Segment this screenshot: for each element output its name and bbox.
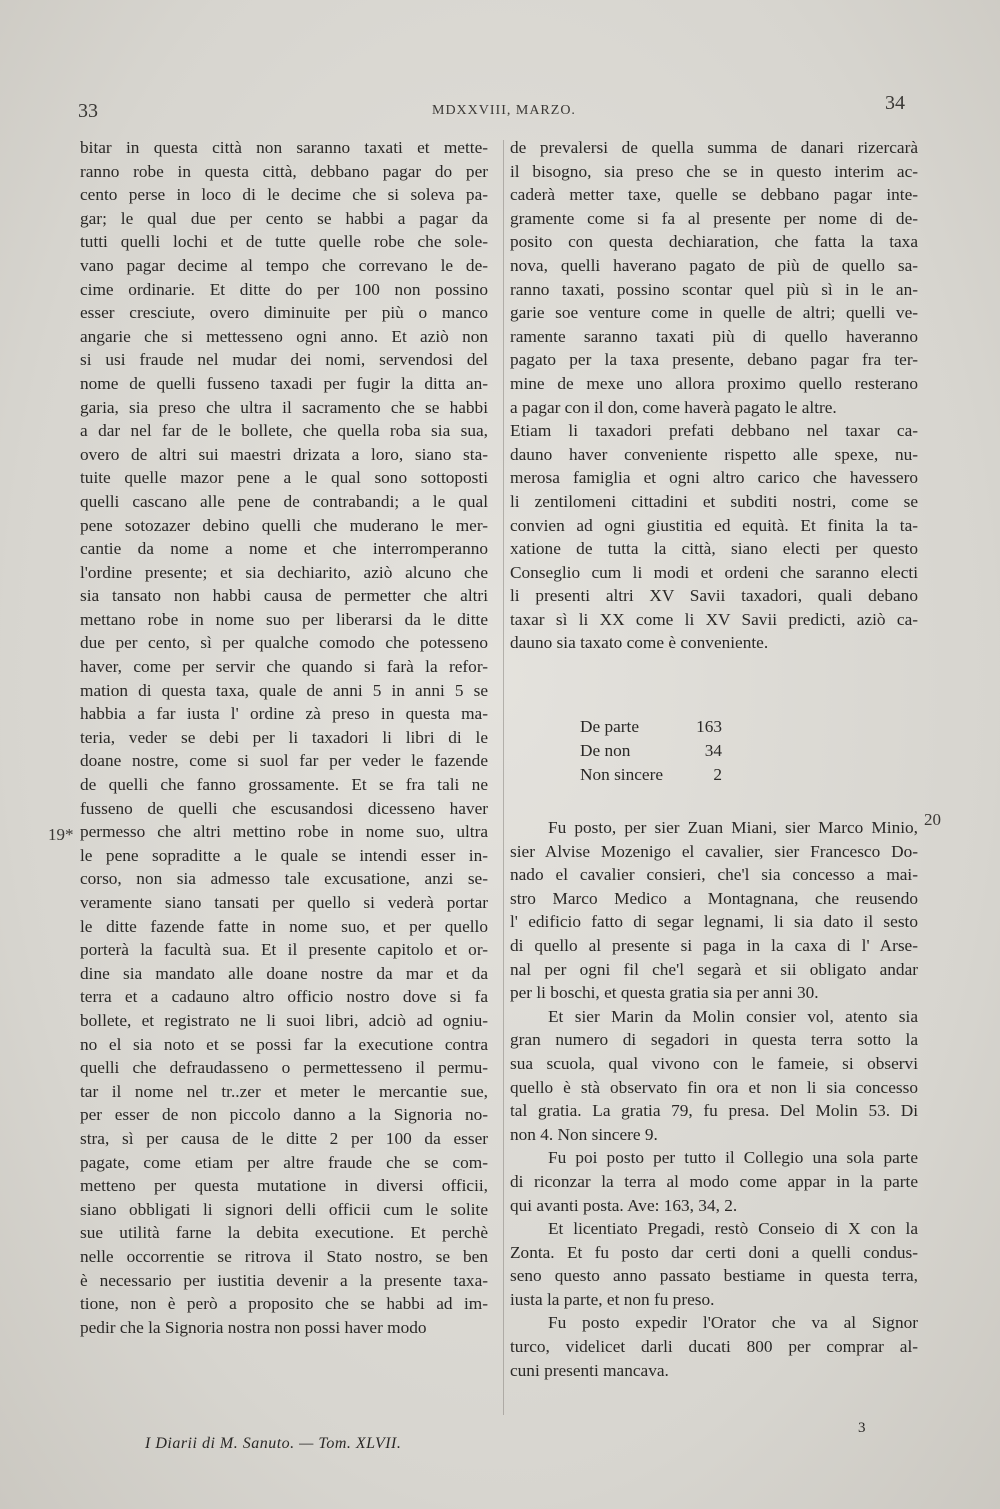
vote-row-non	[580, 739, 722, 763]
text-line: l'ordine presente; et sia dechiarito, aziò alcuno che	[80, 562, 488, 582]
text-line: sia tansato non habbi causa de permetter che altri	[80, 586, 488, 606]
text-line: quelli che defraudasseno o permettesseno il permu-	[80, 1058, 488, 1078]
text-line: pagato per la taxa presente, debano pagar fra ter-	[510, 350, 918, 370]
margin-note-left: 19*	[48, 825, 74, 844]
text-line: li zentilomeni cittadini et subditi nostri, come se	[510, 491, 918, 511]
text-line: il bisogno, sia preso che se in questo interim ac-	[510, 161, 918, 181]
text-line: tione, non è però a proposito che se habbi ad im-	[80, 1294, 488, 1314]
text-line: terra et a cadauno altro officio nostro dove si fa	[80, 987, 488, 1007]
text-line: seno questo anno passato bestiame in questa terra,	[510, 1266, 918, 1286]
text-line: fusseno de quelli che escusandosi dicesseno haver	[80, 798, 488, 818]
text-line: Etiam li taxadori prefati debbano nel taxar ca-	[510, 421, 918, 441]
text-line: cantie da nome a nome et che interromperanno	[80, 539, 488, 559]
vote-label: Non sincere	[580, 765, 664, 784]
vote-row-non-sincere	[580, 763, 722, 787]
text-line: Conseglio cum li modi et ordeni che saranno electi	[510, 562, 918, 582]
text-line: iusta la parte, et non fu preso.	[510, 1289, 715, 1309]
text-line: xatione de tutta la città, siano electi per questo	[510, 539, 918, 559]
text-line: tal gratia. La gratia 79, fu presa. Del Molin 53. Di	[510, 1101, 918, 1121]
vote-value: 2	[713, 765, 722, 784]
text-line: de quelli che fanno grossamente. Et se fra tali ne	[80, 775, 488, 795]
text-line: no el sia noto et se possi far la executione contra	[80, 1034, 488, 1054]
vote-tally	[580, 715, 722, 787]
text-line: haver, come per servir che quando si farà la refor-	[80, 657, 488, 677]
text-line: tar il nome nel tr..zer et meter le mercantie sue,	[80, 1081, 488, 1101]
text-line: cime ordinarie. Et ditte do per 100 non possino	[80, 279, 488, 299]
left-text-column	[80, 136, 488, 1339]
text-line: turco, videlicet darli ducati 800 per comprar al-	[510, 1337, 918, 1357]
text-line: stra, sì per causa de le ditte 2 per 100 da esser	[80, 1128, 488, 1148]
text-line: Et sier Marin da Molin consier vol, atento sia	[548, 1006, 918, 1026]
text-line: de prevalersi de quella summa de danari rizercarà	[510, 138, 918, 157]
text-line: Fu poi posto per tutto il Collegio una sola parte	[548, 1148, 918, 1168]
text-line: convien ad ogni giustitia ed equità. Et finita la ta-	[510, 515, 918, 535]
vote-row-parte	[580, 715, 722, 739]
text-line: overo de altri sui maestri drizata a loro, siano sta-	[80, 444, 488, 464]
right-text-column-top	[510, 136, 918, 655]
text-line: gramente come si fa al presente per nome di de-	[510, 208, 918, 228]
vote-label: De parte	[580, 717, 640, 736]
text-line: nome de quelli fusseno taxadi per fugir la ditta an-	[80, 373, 488, 393]
vote-value: 163	[696, 717, 722, 736]
page-number-left: 33	[78, 100, 98, 122]
text-line: ranno taxati, possino scontar quel più sì in le an-	[510, 279, 918, 299]
text-line: pagate, come etiam per altre fraude che se com-	[80, 1152, 488, 1172]
text-line: due per cento, sì per qualche comodo che potesseno	[80, 633, 488, 653]
text-line: habbia a far iusta l' ordine zà preso in questa ma-	[80, 704, 488, 724]
text-line: cuni presenti mancava.	[510, 1360, 669, 1380]
text-line: gar; le qual due per cento se habbi a pagar da	[80, 208, 488, 228]
right-text-column-bottom	[510, 816, 918, 1382]
text-line: angarie che si mettesseno ogni anno. Et aziò non	[80, 326, 488, 346]
text-line: pene sotozazer debino quelli che muderano le mer-	[80, 515, 488, 535]
text-line: le ditte fazende fatte in nome suo, et per quello	[80, 916, 488, 936]
text-line: ramente saranno taxati più di quello haveranno	[510, 326, 918, 346]
text-line: garia, sia preso che ultra il sacramento che se habbi	[80, 397, 488, 417]
vote-value: 34	[704, 741, 722, 760]
text-line: gran numero di segadori in questa terra sotto la	[510, 1030, 918, 1050]
text-line: li presenti altri XV Savii taxadori, quali debano	[510, 586, 918, 606]
text-line: Fu posto, per sier Zuan Miani, sier Marco Minio,	[548, 818, 918, 837]
text-line: metteno per questa mutatione in diversi officii,	[80, 1176, 488, 1196]
text-line: dauno haver conveniente rispetto alle spexe, nu-	[510, 444, 918, 464]
text-line: nelle occorrentie se ritrova il Stato nostro, se ben	[80, 1246, 488, 1266]
text-line: Fu posto expedir l'Orator che va al Signor	[548, 1313, 918, 1333]
text-line: permesso che altri mettino robe in nome suo, ultra	[80, 822, 488, 842]
text-line: vano pagar decime al tempo che correvano le de-	[80, 255, 488, 275]
text-line: mettano robe in nome suo per liberarsi da le ditte	[80, 609, 488, 629]
text-line: quelli cascano alle pene de contrabandi; a le qual	[80, 491, 488, 511]
text-line: si usi fraude nel mudar dei nomi, servendosi del	[80, 350, 488, 370]
footer-imprint: I Diarii di M. Sanuto. — Tom. XLVII.	[145, 1435, 402, 1452]
text-line: garie soe venture come in quelle de altri; quelli ve-	[510, 303, 918, 323]
text-line: posito con questa dechiaration, che fatta la taxa	[510, 232, 918, 252]
text-line: taxar sì li XX come li XV Savii predicti, aziò ca-	[510, 609, 918, 629]
text-line: nado el cavalier consieri, che'l sia concesso a mai-	[510, 865, 918, 885]
text-line: l' edificio fatto di segar legnami, li sia dato il sesto	[510, 912, 918, 932]
text-line: dauno sia taxato come è conveniente.	[510, 633, 769, 653]
vote-label: De non	[580, 741, 631, 760]
text-line: porterà la facultà sua. Et il presente capitolo et or-	[80, 940, 488, 960]
text-line: nova, quelli haverano pagato de più de quello sa-	[510, 255, 918, 275]
text-line: Zonta. Et fu posto dar certi doni a quelli condus-	[510, 1242, 918, 1262]
text-line: caderà metter taxe, quelle se debbano pagar inte-	[510, 185, 918, 205]
text-line: le pene sopraditte a le quale se intendi esser in-	[80, 845, 488, 865]
text-line: bollete, et registrato ne li suoi libri, adciò ad ogniu-	[80, 1010, 488, 1030]
text-line: tuite quelle mazor pene a le qual sono sottoposti	[80, 468, 488, 488]
text-line: sier Alvise Mozenigo el cavalier, sier Francesco Do-	[510, 841, 918, 861]
text-line: doane nostre, come si suol far per veder le fazende	[80, 751, 488, 771]
text-line: bitar in questa città non saranno taxati et mette-	[80, 138, 488, 157]
text-line: ranno robe in questa città, debbano pagar do per	[80, 161, 488, 181]
text-line: tutti quelli lochi et de tutte quelle robe che sole-	[80, 232, 488, 252]
text-line: non 4. Non sincere 9.	[510, 1124, 658, 1144]
text-line: quello è stà observato fin ora et non li sia concesso	[510, 1077, 918, 1097]
text-line: per li boschi, et questa gratia sia per anni 30.	[510, 983, 819, 1003]
text-line: sue utilità farne la debita executione. Et perchè	[80, 1223, 488, 1243]
text-line: è necessario per iustitia devenir a la presente taxa-	[80, 1270, 488, 1290]
text-line: dine sia mandato alle doane nostre da mar et da	[80, 963, 488, 983]
running-head: MDXXVIII, MARZO.	[432, 103, 576, 118]
margin-note-right: 20	[924, 810, 941, 829]
text-line: di quello al presente si paga in la caxa di l' Arse-	[510, 935, 918, 955]
signature-mark: 3	[858, 1420, 866, 1436]
text-line: di riconzar la terra al modo come appar in la parte	[510, 1171, 918, 1191]
text-line: a pagar con il don, come haverà pagato le altre.	[510, 397, 837, 417]
text-line: per esser de non piccolo danno a la Signoria no-	[80, 1105, 488, 1125]
text-line: mation di questa taxa, quale de anni 5 in anni 5 se	[80, 680, 488, 700]
text-line: veramente siano tansati per quello si vederà portar	[80, 893, 488, 912]
text-line: sua scuola, qual vivono con le fameie, si observi	[510, 1053, 918, 1073]
text-line: stro Marco Medico a Montagnana, che reusendo	[510, 888, 918, 908]
text-line: Et licentiato Pregadi, restò Conseio di X con la	[548, 1219, 918, 1239]
text-line: cento perse in loco di le decime che si soleva pa-	[80, 185, 488, 205]
text-line: a dar nel far de le bollete, che quella roba sia sua,	[80, 421, 488, 441]
text-line: siano obbligati li signori delli officii cum le solite	[80, 1199, 488, 1219]
page-number-right: 34	[885, 92, 905, 114]
text-line: nal per ogni fil che'l segarà et sii obligato andar	[510, 959, 918, 979]
text-line: corso, non sia admesso tale excusatione, anzi se-	[80, 869, 488, 889]
text-line: qui avanti posta. Ave: 163, 34, 2.	[510, 1195, 738, 1215]
text-line: mine de mexe uno allora proximo quello resterano	[510, 373, 918, 393]
text-line: merosa famiglia et ogni altro carico che havessero	[510, 468, 918, 488]
text-line: teria, veder se debi per li taxadori li libri di le	[80, 727, 488, 747]
text-line: esser cresciute, overo diminuite per più o manco	[80, 303, 488, 323]
text-line: pedir che la Signoria nostra non possi haver modo	[80, 1317, 427, 1337]
column-divider	[503, 140, 504, 1415]
